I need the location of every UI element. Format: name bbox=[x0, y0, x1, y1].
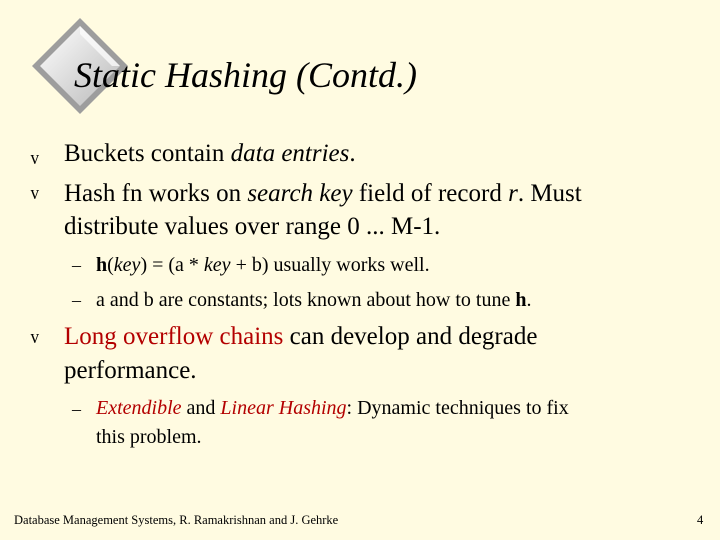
bullet-2-line-2: distribute values over range 0 ... M-1. bbox=[64, 213, 441, 240]
bullet-3-line-2: performance. bbox=[64, 357, 197, 384]
sub-bullet-3-1-line-1: Extendible and Linear Hashing: Dynamic techniques to fix bbox=[96, 397, 569, 419]
bullet-2-line-1: Hash fn works on search key field of record r. Must bbox=[64, 180, 582, 207]
bullet-1: Buckets contain data entries. bbox=[64, 140, 356, 167]
bullet-3-line-1: Long overflow chains can develop and degrade bbox=[64, 323, 538, 350]
dash-marker: – bbox=[72, 290, 81, 310]
dash-marker: – bbox=[72, 399, 81, 419]
dash-marker: – bbox=[72, 255, 81, 275]
sub-bullet-3-1-line-2: this problem. bbox=[96, 426, 202, 448]
slide-title: Static Hashing (Contd.) bbox=[74, 55, 417, 95]
page-number: 4 bbox=[697, 513, 704, 527]
bullet-marker: v bbox=[30, 183, 40, 204]
sub-bullet-2-1: h(key) = (a * key + b) usually works well. bbox=[96, 254, 430, 276]
footer-text: Database Management Systems, R. Ramakrishnan and J. Gehrke bbox=[14, 513, 339, 527]
sub-bullet-2-2: a and b are constants; lots known about how to tune h. bbox=[96, 289, 532, 311]
bullet-marker: v bbox=[30, 327, 40, 348]
bullet-marker: v bbox=[30, 148, 40, 169]
